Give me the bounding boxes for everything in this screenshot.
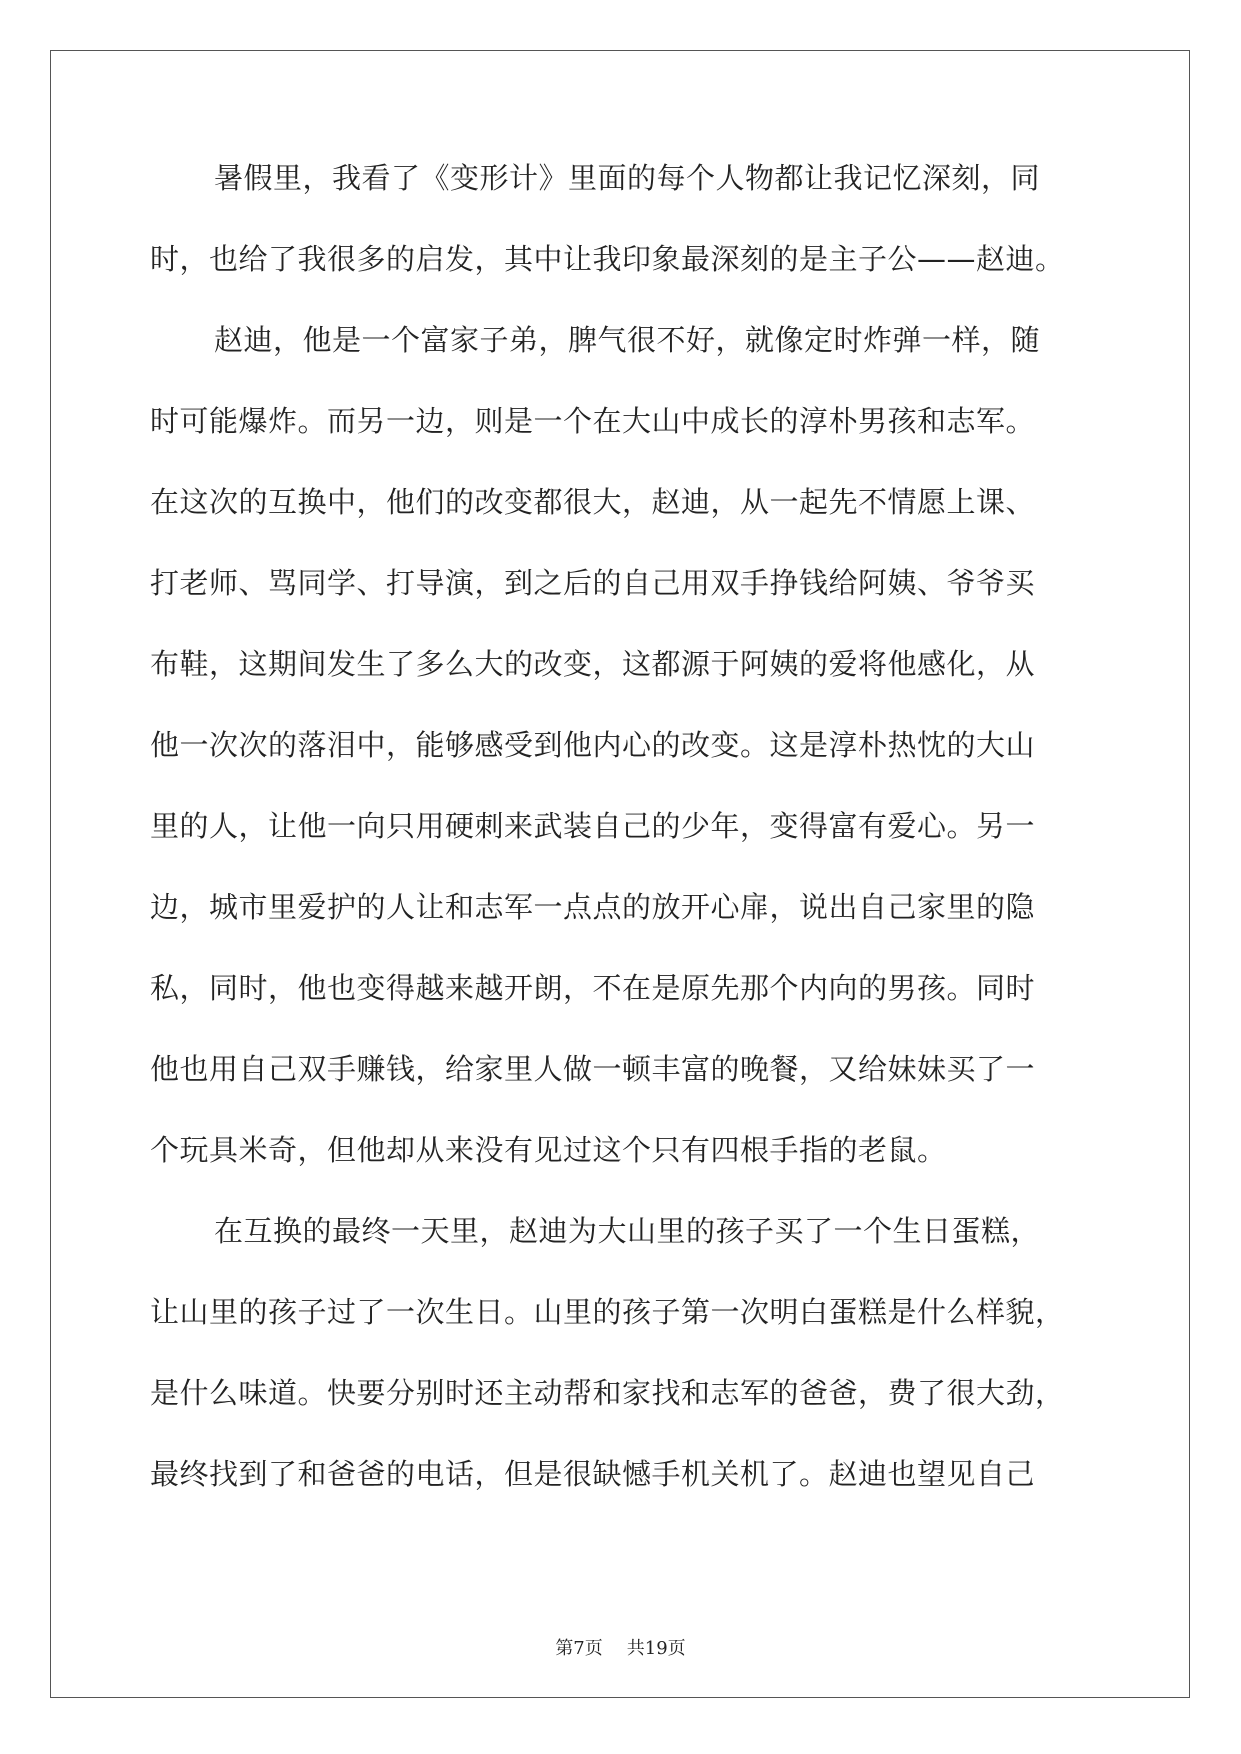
paragraph-line: 最终找到了和爸爸的电话，但是很缺憾手机关机了。赵迪也望见自己 (150, 1457, 1036, 1491)
page-footer (0, 1634, 1241, 1660)
paragraph-line: 打老师、骂同学、打导演，到之后的自己用双手挣钱给阿姨、爷爷买 (150, 566, 1036, 600)
document-body (150, 158, 1090, 1535)
paragraph-line: 让山里的孩子过了一次生日。山里的孩子第一次明白蛋糕是什么样貌， (150, 1295, 1065, 1329)
paragraph-line: 时可能爆炸。而另一边，则是一个在大山中成长的淳朴男孩和志军。 (150, 404, 1036, 438)
paragraph-line: 里的人，让他一向只用硬刺来武装自己的少年，变得富有爱心。另一 (150, 809, 1036, 843)
paragraph-line: 他一次次的落泪中，能够感受到他内心的改变。这是淳朴热忱的大山 (150, 728, 1036, 762)
page-number: 第7页 (555, 1638, 603, 1659)
paragraph-line: 私，同时，他也变得越来越开朗，不在是原先那个内向的男孩。同时 (150, 971, 1036, 1005)
paragraph-line: 他也用自己双手赚钱，给家里人做一顿丰富的晚餐，又给妹妹买了一 (150, 1052, 1036, 1086)
paragraph-line: 布鞋，这期间发生了多么大的改变，这都源于阿姨的爱将他感化，从 (150, 647, 1036, 681)
paragraph-line: 边，城市里爱护的人让和志军一点点的放开心扉，说出自己家里的隐 (150, 890, 1036, 924)
paragraph-line: 个玩具米奇，但他却从来没有见过这个只有四根手指的老鼠。 (150, 1133, 947, 1167)
paragraph-line: 时，也给了我很多的启发，其中让我印象最深刻的是主子公——赵迪。 (150, 242, 1065, 276)
paragraph-line: 在这次的互换中，他们的改变都很大，赵迪，从一起先不情愿上课、 (150, 485, 1036, 519)
paragraph-line: 是什么味道。快要分别时还主动帮和家找和志军的爸爸，费了很大劲， (150, 1376, 1065, 1410)
paragraph-line: 赵迪，他是一个富家子弟，脾气很不好，就像定时炸弹一样，随 (214, 323, 1041, 357)
page-total: 共19页 (626, 1638, 686, 1659)
paragraph-line: 暑假里，我看了《变形计》里面的每个人物都让我记忆深刻，同 (214, 161, 1041, 195)
paragraph-line: 在互换的最终一天里，赵迪为大山里的孩子买了一个生日蛋糕， (214, 1214, 1041, 1248)
